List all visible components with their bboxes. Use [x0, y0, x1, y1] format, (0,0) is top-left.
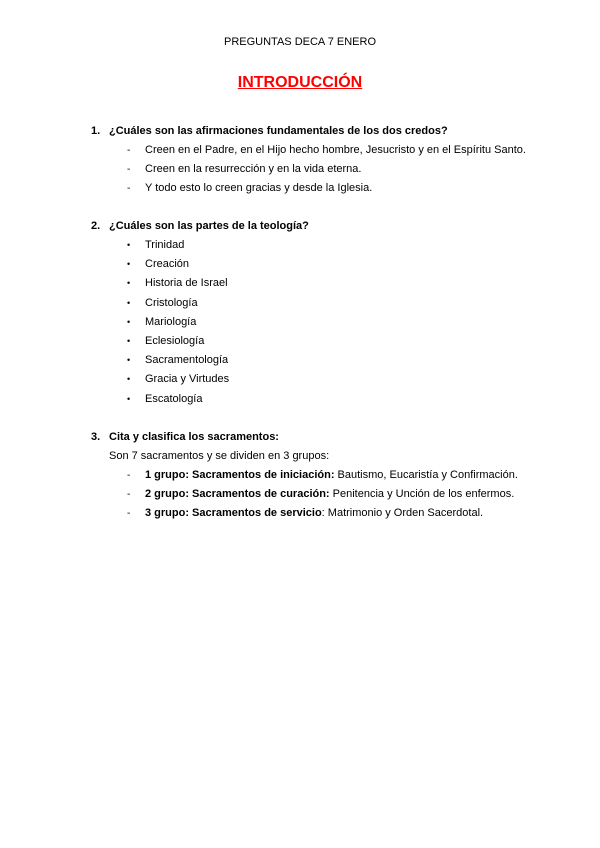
- question-3-text: Cita y clasifica los sacramentos:: [109, 431, 279, 443]
- group-sacraments: Bautismo, Eucaristía y Confirmación.: [334, 469, 518, 481]
- list-item: [91, 160, 561, 179]
- list-item-text: Sacramentología: [145, 354, 229, 367]
- dash-marker: -: [127, 470, 131, 481]
- question-3-intro: Son 7 sacramentos y se dividen en 3 grupos:: [109, 450, 330, 462]
- list-item-text: Escatología: [145, 392, 203, 405]
- list-item-text: Creen en la resurrección y en la vida eterna.: [145, 163, 362, 176]
- question-2-heading: [91, 217, 561, 236]
- list-item: [91, 370, 561, 389]
- bullet-marker: •: [127, 393, 131, 404]
- list-item-text: Trinidad: [145, 239, 185, 251]
- question-2-number: 2.: [91, 220, 101, 232]
- group-label: 1 grupo: Sacramentos de iniciación:: [145, 469, 335, 481]
- list-item: [91, 332, 561, 351]
- list-item: [91, 504, 561, 523]
- list-item-text: Historia de Israel: [145, 277, 228, 290]
- bullet-marker: •: [127, 335, 131, 346]
- dash-marker: -: [127, 183, 131, 195]
- bullet-marker: •: [127, 374, 131, 385]
- list-item-text: Creen en el Padre, en el Hijo hecho hombre, Jesucristo y en el Espíritu Santo.: [145, 144, 526, 156]
- list-item-text: Gracia y Virtudes: [145, 373, 230, 386]
- list-item: [91, 466, 561, 485]
- list-item-text: Creación: [145, 258, 190, 271]
- question-3-number: 3.: [91, 431, 101, 443]
- question-2-list: [91, 236, 561, 409]
- bullet-marker: •: [127, 240, 131, 250]
- bullet-marker: •: [127, 355, 131, 366]
- page-header: PREGUNTAS DECA 7 ENERO: [224, 36, 376, 48]
- question-1-section: [91, 122, 561, 199]
- group-sacraments: Penitencia y Unción de los enfermos.: [329, 488, 515, 501]
- question-2-section: [91, 217, 561, 409]
- page-title: INTRODUCCIÓN: [237, 74, 363, 91]
- question-3-heading: [91, 428, 561, 447]
- bullet-marker: •: [127, 297, 131, 308]
- list-item-text: Cristología: [145, 296, 198, 309]
- question-2-text: ¿Cuáles son las partes de la teología?: [109, 220, 309, 232]
- question-1-number: 1.: [91, 125, 101, 137]
- dash-marker: -: [127, 145, 131, 156]
- question-1-heading: [91, 122, 561, 141]
- bullet-marker: •: [127, 278, 131, 289]
- list-item: [91, 390, 561, 409]
- list-item-text: Y todo esto lo creen gracias y desde la Iglesia.: [145, 182, 373, 195]
- question-3-list: [91, 466, 561, 524]
- group-sacraments: : Matrimonio y Orden Sacerdotal.: [321, 507, 484, 520]
- question-1-list: [91, 141, 561, 199]
- list-item: [91, 274, 561, 293]
- list-item: [91, 294, 561, 313]
- list-item: [91, 351, 561, 370]
- question-3-section: [91, 428, 561, 524]
- bullet-marker: •: [127, 259, 131, 270]
- group-label: 3 grupo: Sacramentos de servicio: [145, 507, 322, 520]
- list-item: [91, 236, 561, 255]
- question-1-text: ¿Cuáles son las afirmaciones fundamentales de los dos credos?: [109, 125, 448, 137]
- list-item-text: Mariología: [145, 315, 197, 328]
- list-item: [91, 179, 561, 198]
- list-item: [91, 485, 561, 504]
- dash-marker: -: [127, 489, 131, 501]
- dash-marker: -: [127, 164, 131, 176]
- dash-marker: -: [127, 508, 131, 520]
- group-label: 2 grupo: Sacramentos de curación:: [145, 488, 330, 501]
- bullet-marker: •: [127, 316, 131, 327]
- list-item: [91, 141, 561, 160]
- list-item: [91, 255, 561, 274]
- list-item-text: Eclesiología: [145, 334, 205, 347]
- list-item: [91, 313, 561, 332]
